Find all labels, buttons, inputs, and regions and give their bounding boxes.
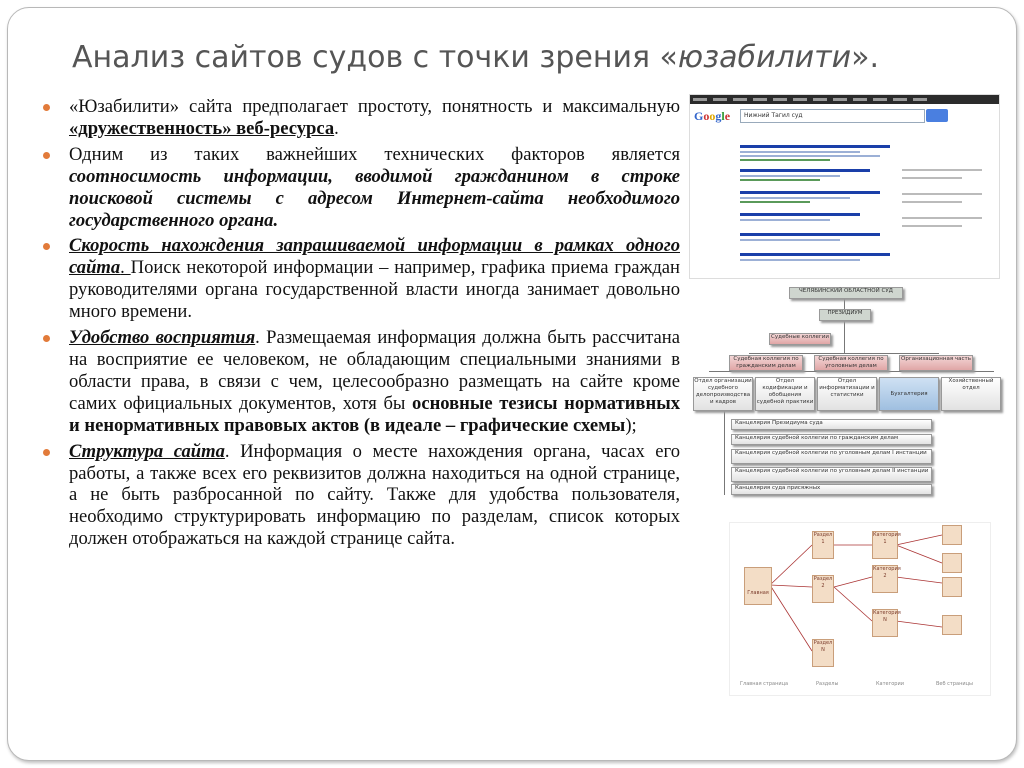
- site-structure-image: [729, 522, 991, 696]
- slide-body: [40, 96, 680, 550]
- bullet-5: Структура сайта. Информация о месте нахождения органа, часах его работы, а также всех его реквизитов должна находиться на одной странице, а не быть разбросанной по сайту. Также для удобства пользователя, необходимо структурировать информацию по разделам, список которых должен отображаться на каждой странице сайта.: [40, 441, 680, 551]
- search-button: [926, 109, 948, 122]
- structure-page-1: [942, 525, 962, 545]
- org-row3-1: Отдел организации судебного делопроизводства и кадров: [693, 377, 753, 411]
- bullet-2: Одним из таких важнейших технических факторов является соотносимость информации, вводимой гражданином в строке поисковой системы с адресом Интернет-сайта необходимого государственного органа.: [40, 144, 680, 232]
- structure-label-categories: Категории: [876, 681, 904, 687]
- org-row3-4: Бухгалтерия: [879, 377, 939, 411]
- org-list-3: Канцелярия судебной коллегии по уголовным делам I инстанции: [731, 449, 932, 464]
- org-row3-2: Отдел кодификации и обобщения судебной практики: [755, 377, 815, 411]
- search-query-box: Нижний Тагил суд: [740, 109, 925, 123]
- structure-label-home: Главная страница: [740, 681, 789, 687]
- bullet-4: Удобство восприятия. Размещаемая информация должна быть рассчитана на восприятие ее человеком, не обладающим специальными знаниями в области права, в связи с чем, целесообразно размещать на сайте кроме самих официальных документов, хотя бы основные тезисы нормативных и ненормативных правовых актов (в идеале – графические схемы);: [40, 327, 680, 437]
- org-list-4: Канцелярия судебной коллегии по уголовным делам II инстанции: [731, 467, 932, 482]
- structure-home: Главная: [744, 567, 772, 605]
- org-list-1: Канцелярия Президиума суда: [731, 419, 932, 430]
- org-row3-3: Отдел информатизации и статистики: [817, 377, 877, 411]
- structure-page-2: [942, 553, 962, 573]
- structure-page-4: [942, 615, 962, 635]
- org-collegia-box: Судебные коллегии: [769, 333, 831, 345]
- org-list-5: Канцелярия суда присяжных: [731, 484, 932, 495]
- google-logo: Google: [694, 109, 731, 123]
- org-row2-1: Судебная коллегия по гражданским делам: [729, 355, 803, 371]
- structure-section-2: Раздел 2: [812, 575, 834, 603]
- structure-section-1: Раздел 1: [812, 531, 834, 559]
- structure-page-3: [942, 577, 962, 597]
- bullet-3: Скорость нахождения запрашиваемой информации в рамках одного сайта. Поиск некоторой информации – например, графика приема граждан руководителями органа государственной власти иногда занимает довольно много времени.: [40, 235, 680, 323]
- structure-arrows: [730, 523, 990, 695]
- org-presidium-box: ПРЕЗИДИУМ: [819, 309, 871, 321]
- structure-category-n: Категория N: [872, 609, 898, 637]
- org-top-box: ЧЕЛЯБИНСКИЙ ОБЛАСТНОЙ СУД: [789, 287, 903, 299]
- slide-title: Анализ сайтов судов с точки зрения «юзабилити».: [72, 40, 880, 75]
- structure-category-1: Категория 1: [872, 531, 898, 559]
- org-row2-2: Судебная коллегия по уголовным делам: [814, 355, 888, 371]
- org-list-2: Канцелярия судебной коллегии по гражданским делам: [731, 434, 932, 445]
- search-results-image: [689, 94, 1000, 279]
- org-chart-image: [689, 283, 1001, 495]
- org-row3-5: Хозяйственный отдел: [941, 377, 1001, 411]
- structure-label-webpages: Веб страницы: [936, 681, 973, 687]
- structure-section-n: Раздел N: [812, 639, 834, 667]
- bullet-1: «Юзабилити» сайта предполагает простоту, понятность и максимальную «дружественность» веб-ресурса.: [40, 96, 680, 140]
- org-row2-3: Организационная часть: [899, 355, 973, 371]
- structure-category-2: Категория 2: [872, 565, 898, 593]
- search-top-bar: [690, 95, 999, 104]
- structure-label-sections: Разделы: [816, 681, 839, 687]
